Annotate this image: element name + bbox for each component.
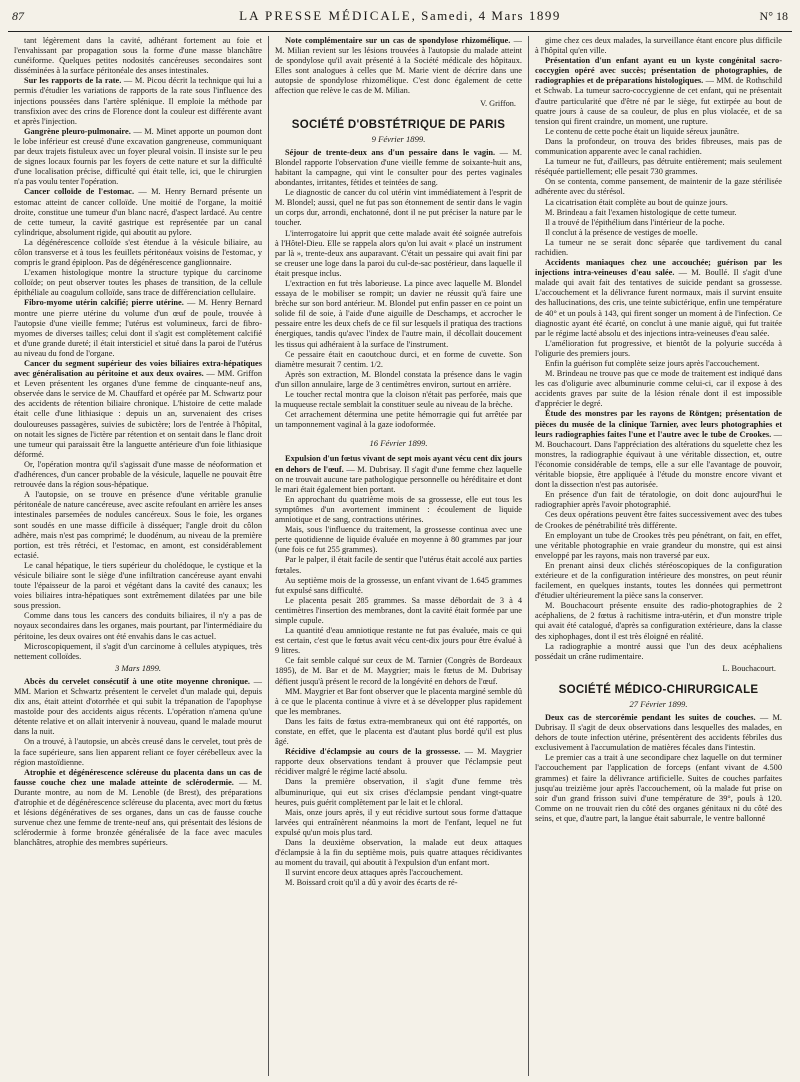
paragraph-text: En présence d'un fait de tératologie, on doit donc aujourd'hui le radiographier après l'avoir photographié. [535,490,782,510]
paragraph-text: — M. Boullé. Il s'agit d'une malade qui avait fait des tentatives de suicide pendant sa grossesse. L'accouchement et la délivrance furent normaux, mais il survint ensuite des hallucinations, des cris, une teinte subictérique, enfin une température de 40° et un pouls à 143, qui firent songer un moment à de l'infection. Ce diagnostic ayant été écarté, on conclut à une manie aiguë, qui fut traitée par le régime lacté absolu et des injections intra-veineuses d'eau salée. [535,268,783,338]
article-paragraph [535,157,782,177]
paragraph-text: — M. Picou décrit la technique qui lui a permis d'étudier les variations de rapports de la rate sous l'influence des injections poussées dans l'artère splénique. Il emploie la méthode par transfixion avec des crins de Florence dont la couleur est différente avant et après l'injection. [14,76,262,126]
paragraph-text: M. Boissard croit qu'il a dû y avoir des écarts de ré- [285,878,458,888]
article-paragraph [275,777,522,807]
article-heading: Étude des monstres par les rayons de Röntgen; présentation de pièces du musée de la clinique Tarnier, avec leurs photographies et leurs radiographies faites l'une et l'autre avec le tube de Crookes. [535,409,782,439]
article-paragraph [275,747,522,777]
paragraph-text: — M. Blondel rapporte l'observation d'une vieille femme de soixante-huit ans, habitant la campagne, qui vint le consulter pour des pertes vaginales abondantes, irritantes, fétides et teintées de sang. [275,147,522,188]
paragraph-text: — M. Bouchacourt. Dans l'appréciation des altérations du squelette chez les monstres, la radiographie équivaut à une véritable dissection, et, outre l'économie considérable de temps, elle a sur elle l'avantage de pouvoir, véritable biopsie, être appliquée à l'étude du monstre encore vivant et dont la dissection n'est pas autorisée. [535,429,782,490]
column-2 [268,36,528,1076]
paragraph-text: — M. Minet apporte un poumon dont le lobe inférieur est creusé d'une excavation gangreneuse, communiquant par deux trajets fistuleux avec un foyer pleural voisin. Il insiste sur le peu de signes locaux fournis par les foyers de cette nature et sur la difficulté d'une localisation précise, difficulté qui était telle, ici, que le chirurgien n'a pas voulu tenter l'opération. [14,126,262,187]
article-heading: Note complémentaire sur un cas de spondylose rhizomélique. [285,36,511,45]
paragraph-text: On se contenta, comme pansement, de maintenir de la gaze stérilisée adhérente avec du stérésol. [535,177,782,197]
paragraph-text: — MM. Marion et Schwartz présentent le cervelet d'un malade qui, depuis dix ans, était atteint d'otorrhée et qui subit la trépanation de l'apophyse mastoïde pour des accidents aigus récents. L'opération n'amena qu'une détente relative et on allait intervenir à nouveau, quand le malade mourut dans la nuit. [14,676,262,737]
article-paragraph [275,555,522,575]
paragraph-text: La tumeur ne fut, d'ailleurs, pas détruite entièrement; mais seulement réséquée partiellement; elle pesait 730 grammes. [535,157,782,177]
paragraph-text: Par le palper, il était facile de sentir que l'utérus était accolé aux parties fœtales. [275,555,523,575]
article-paragraph [275,279,522,350]
article-paragraph [275,525,522,555]
article-paragraph [535,510,782,530]
article-paragraph [535,137,782,157]
article-heading: Sur les rapports de la rate. [24,76,122,86]
article-heading: Deux cas de stercorémie pendant les suites de couches. [545,713,756,722]
paragraph-text: L'examen histologique montre la structure typique du carcinome colloïde; on peut observer toutes les phases de transition, de la cellule épithéliale au coagulum colloïde, sans trace de différenciation cellulaire. [14,268,262,298]
paragraph-text: On a trouvé, à l'autopsie, un abcès creusé dans le cervelet, tout près de la face supérieure, sans lien apparent reliant ce foyer cérébelleux avec la région mastoïdienne. [14,737,262,767]
paragraph-text: La tumeur ne se serait donc séparée que tardivement du canal rachidien. [535,237,782,257]
paragraph-text: Après son extraction, M. Blondel constata la présence dans le vagin d'un sillon annulaire, large de 3 centimètres environ, surtout en arrière. [275,369,522,389]
article-heading: Fibro-myome utérin calcifié; pierre utérine. [24,298,184,308]
paragraph-text: En employant un tube de Crookes très peu pénétrant, on fait, en effet, une véritable photographie en vraie grandeur du monstre, qui est ainsi enveloppé par les rayons, mais non traversé par eux. [535,530,782,560]
paragraph-text: Enfin la guérison fut complète seize jours après l'accouchement. [545,359,760,368]
paragraph-text: — MM. Griffon et Leven présentent les organes d'une femme de cinquante-neuf ans, observée dans le service de M. Chauffard et opérée par M. Schwartz pour des accidents de rétention biliaire chronique. L'histoire de cette malade était celle d'une lithiasique : depuis un an, survenaient des crises douloureuses passagères, suivies de subictère; lors de l'entrée à l'hôpital, on notait les signes de l'ictère par rétention et on sentait dans le flanc droit une tumeur qui paraissait être la languette antérieure d'un foie lithiasique déformé. [14,369,262,459]
article-paragraph [275,838,522,868]
article-heading: Gangrène pleuro-pulmonaire. [24,126,131,136]
journal-title: LA PRESSE MÉDICALE [239,8,412,23]
paragraph-text: M. Brindeau ne trouve pas que ce mode de traitement est indiqué dans les cas d'oligurie avec albuminurie comme celui-ci, car il expose à des accidents graves par suite de la lésion rénale dont il est impossible d'apprécier le degré. [535,369,782,409]
paragraph-text: Il survint encore deux attaques après l'accouchement. [285,868,463,878]
article-paragraph [14,768,262,849]
article-paragraph [535,642,782,662]
masthead [72,8,728,24]
issue-date: , Samedi, 4 Mars 1899 [411,8,561,23]
article-paragraph [535,490,782,510]
paragraph-text: Ce pessaire était en caoutchouc durci, et en forme de cuvette. Son diamètre mesurait 7 centim. 1/2. [275,349,522,369]
article-heading: Accidents maniaques chez une accouchée; guérison par les injections intra-veineuses d'eau salée. [535,258,782,278]
article-paragraph [14,36,262,76]
article-paragraph [275,878,522,888]
article-paragraph [535,208,782,218]
article-paragraph [275,576,522,596]
section-title: SOCIÉTÉ MÉDICO-CHIRURGICALE [558,683,759,696]
paragraph-text: Ces deux opérations peuvent être faites successivement avec des tubes de Crookes de pénétrabilité très différente. [535,510,782,530]
article-paragraph [14,359,262,460]
article-paragraph [275,495,522,525]
paragraph-text: A l'autopsie, on se trouve en présence d'une véritable granulie péritonéale de nature cancéreuse, avec ascite refoulant en arrière les anses intestinales parsemées de nodules cancéreux. Sous le foie, les organes sont soudés en une masse difficile à disséquer; l'angle droit du côlon adhère, mais n'est pas comprimé; le duodénum, au niveau de la première portion, est très rétréci, et l'estomac, en amont, est considérablement ectasié. [14,490,262,560]
article-paragraph [275,596,522,626]
article-paragraph [14,268,262,298]
paragraph-text: Le toucher rectal montra que la cloison n'était pas perforée, mais que la muqueuse rectale semblait la constituer seule au niveau de la brèche. [275,390,522,410]
article-paragraph [14,642,262,662]
article-paragraph [14,298,262,359]
paragraph-text: — M. Dubrisay. Il s'agit d'une femme chez laquelle on ne trouvait aucune tare pathologique personnelle ou héréditaire et dont le mari était également bien portant. [275,464,522,494]
paragraph-text: En prenant ainsi deux clichés stéréoscopiques de la configuration extérieure et de la configuration intérieure des monstres, on peut réunir facilement, en quelques instants, toutes les données qui permettront d'étudier ultérieurement la pièce sans la conserver. [535,560,782,601]
author-signature: V. Griffon. [480,98,516,108]
paragraph-text: Le placenta pesait 285 grammes. Sa masse débordait de 3 à 4 centimètres l'insertion des membranes, dont la cavité était formée par une simple cupule. [275,595,522,625]
paragraph-text: — M. Maygrier rapporte deux observations tendant à prouver que l'éclampsie peut récidiver malgré le régime lacté absolu. [275,747,522,777]
paragraph-text: Le premier cas a trait à une secondipare chez laquelle on dut terminer l'accouchement par l'application de forceps (enfant vivant de 4.500 grammes) et faire la délivrance artificielle. Suites de couches parfaites jusqu'au treizième jour après l'accouchement, où la malade fut prise on soir d'un grand frisson suivi d'une température de 39°, pouls à 120. Comme on ne trouvait rien du côté des organes génitaux ni du côté des seins, et que, d'autre part, la langue était saburrale, le ventre ballonné [535,753,782,823]
paragraph-text: L'interrogatoire lui apprit que cette malade avait été soignée autrefois à l'Hôtel-Dieu. Elle se rappela alors qu'on lui avait « placé un instrument par là », trente-deux ans auparavant. C'était un pessaire qui avait fini par se creuser une loge dans la paroi du cul-de-sac postérieur, dans laquelle il était presque inclus. [275,228,522,278]
article-paragraph [535,339,782,359]
article-paragraph [275,188,522,228]
article-paragraph [535,238,782,258]
paragraph-text: Or, l'opération montra qu'il s'agissait d'une masse de néoformation et d'adhérences, d'un cancer probable de la vésicule, laquelle ne pouvait être retrouvée dans la région sous-hépatique. [14,459,262,490]
article-paragraph [535,258,782,339]
article-heading: Expulsion d'un fœtus vivant de sept mois ayant vécu cent dix jours en dehors de l'œuf. [275,454,522,474]
paragraph-text: — M. Henry Bernard montre une pierre utérine du volume d'un œuf de poule, trouvée à l'autopsie d'une vieille femme; l'utérus est volumineux, farci de fibro-myomes de diverses tailles; celui dont il s'agit est complètement calcifié et d'une grande dureté; il était intersticiel et situé dans la paroi de l'utérus au niveau du fond de l'organe. [14,298,263,358]
article-paragraph [535,218,782,228]
session-date: 16 Février 1899. [369,438,428,449]
paragraph-text: — M. Dubrisay. Il s'agit de deux observations dans lesquelles des malades, en dehors de toute infection utérine, présentèrent des accidents fébriles dus exclusivement à l'accumulation de matières fécales dans l'intestin. [535,713,782,753]
paragraph-text: gime chez ces deux malades, la surveillance étant encore plus difficile à l'hôpital qu'en ville. [535,36,782,56]
article-paragraph [275,350,522,370]
article-paragraph [275,229,522,279]
paragraph-text: Il conclut à la présence de vestiges de moelle. [545,227,698,237]
article-paragraph [275,656,522,686]
article-paragraph [535,753,782,824]
paragraph-text: Il a trouvé de l'épithélium dans l'intérieur de la poche. [545,217,725,227]
article-heading: Cancer du segment supérieur des voies biliaires extra-hépatiques avec généralisation au péritoine et aux deux ovaires. [14,359,262,379]
paragraph-text: — M. Milian revient sur les lésions trouvées à l'autopsie du malade atteint de spondylose qu'il avait présenté à la Société médicale des hôpitaux. Elles sont analogues à celles que M. Marie vient de décrire dans une autopsie de spondylose rhizomélique. C'est donc également de cette affection que relève le cas de M. Milian. [275,36,522,96]
column-3 [528,36,788,1076]
author-signature: L. Bouchacourt. [722,663,776,673]
paragraph-text: Dans la deuxième observation, la malade eut deux attaques d'éclampsie à la fin du septième mois, puis quatre attaques récidivantes au moment du travail, qui aboutit à l'expulsion d'un enfant mort. [275,838,522,868]
article-paragraph [275,410,522,430]
article-paragraph [275,148,522,188]
paragraph-text: La dégénérescence colloïde s'est étendue à la vésicule biliaire, au côlon transverse et à tous les feuillets péritonéaux voisins de l'estomac, y compris le grand épiploon. Pas de dégénérescence ganglionnaire. [14,237,262,268]
paragraph-text: La cicatrisation était complète au bout de quinze jours. [545,197,728,207]
article-heading: Abcès du cervelet consécutif à une otite moyenne chronique. [24,676,251,686]
article-paragraph [14,737,262,767]
article-paragraph [275,868,522,878]
article-heading: Atrophie et dégénérescence scléreuse du placenta dans un cas de fausse couche chez une malade atteinte de sclérodermie. [14,767,262,787]
article-paragraph [275,808,522,838]
paragraph-text: M. Bouchacourt présente ensuite des radio-photographies de 2 acéphaliens, de 2 fœtus à rachitisme intra-utérin, et d'un monstre triple qui avait été catalogué, d'après sa configuration extérieure, dans la classe des xiphophages, dont il est très éloigné en réalité. [535,601,782,641]
paragraph-text: En approchant du quatrième mois de sa grossesse, elle eut tous les symptômes d'un avortement imminent : écoulement de liquide amniotique et de sang, contractions utérines. [275,494,522,525]
article-paragraph [275,626,522,656]
paragraph-text: Dans les faits de fœtus extra-membraneux qui ont été rapportés, on constate, en effet, que le placenta est d'autant plus bordé qu'il est plus âgé. [275,716,522,747]
article-paragraph [535,369,782,409]
paragraph-text: Mais, onze jours après, il y eut récidive surtout sous forme d'attaque larvées qui entraînèrent néanmoins la mort de l'enfant, lequel ne fut expulsé qu'un mois plus tard. [275,807,522,837]
article-paragraph [535,228,782,238]
paragraph-text: — MM. de Rothschild et Schwab. La tumeur sacro-coccygienne de cet enfant, qui ne présentait d'autre particularité que d'être né par le siège, fut extirpée au bout de quatre jours à cause de sa couleur, de plus en plus violacée, et de sa tension qui firent craindre, un moment, une rupture. [535,76,782,126]
paragraph-text: Dans la première observation, il s'agit d'une femme très albuminurique, qui eut six crises d'éclampsie pendant vingt-quatre heures, puis guérit complètement par le lait et le chloral. [275,777,522,807]
article-paragraph [535,561,782,601]
article-paragraph [275,687,522,717]
paragraph-text: Au septième mois de la grossesse, un enfant vivant de 1.645 grammes fut expulsé sans difficulté. [275,575,522,595]
article-heading: Présentation d'un enfant ayant eu un kyste congénital sacro-coccygien opéré avec succès; présentation de photographies, de radiographies et de préparations histologiques. [535,56,782,86]
article-paragraph [14,611,262,641]
article-paragraph [275,36,522,97]
article-paragraph [14,187,262,237]
paragraph-text: Le diagnostic de cancer du col utérin vint immédiatement à l'esprit de M. Blondel; aussi, quel ne fut pas son étonnement de sentir dans le vagin un corps dur, arrondi, enchatonné, dont il ne put préciser la nature par le toucher. [275,188,522,228]
paragraph-text: La radiographie a montré aussi que l'un des deux acéphaliens possédait un crâne rudimentaire. [535,641,782,661]
paragraph-text: Dans la profondeur, on trouva des brides fibreuses, mais pas de communication apparente avec le canal rachidien. [535,136,782,157]
article-paragraph [535,409,782,490]
article-paragraph [535,127,782,137]
article-heading: Récidive d'éclampsie au cours de la grossesse. [285,747,461,757]
article-paragraph [535,198,782,208]
text-columns [8,36,792,1076]
paragraph-text: MM. Maygrier et Bar font observer que le placenta marginé semble dû à ce que le placenta continue à vivre et à se développer plus rapidement que les membranes. [275,686,522,716]
article-paragraph [14,561,262,611]
paragraph-text: M. Brindeau a fait l'examen histologique de cette tumeur. [545,207,737,217]
article-paragraph [535,713,782,753]
paragraph-text: tant légèrement dans la cavité, adhérant fortement au foie et l'envahissant par propagation sous la forme d'une masse blanchâtre cunéiforme. Quelques petites nodosités cancéreuses secondaires sont disséminées à la surface péritonéale des anses intestinales. [14,36,262,76]
article-paragraph [14,76,262,126]
article-heading: Séjour de trente-deux ans d'un pessaire dans le vagin. [285,147,496,157]
paragraph-text: Microscopiquement, il s'agit d'un carcinome à cellules atypiques, très nettement colloïdes. [14,641,262,661]
article-paragraph [14,127,262,188]
article-paragraph [535,36,782,56]
article-paragraph [535,601,782,641]
article-paragraph [275,454,522,494]
paragraph-text: L'extraction en fut très laborieuse. La pince avec laquelle M. Blondel essaya de le mobiliser se rompit; un davier ne réussit qu'à faire une brèche sur son bord antérieur. M. Blondel put enfin passer en ce point un solide fil de soie, à l'aide d'une aiguille de Deschamps, et accrocher le pessaire entre les deux chefs de ce fil sur lesquels il pratiqua des tractions énergiques, tandis qu'avec l'index de l'autre main, il décollait doucement les tissus qui adhéraient à la surface de l'instrument. [275,278,522,349]
page-number: 87 [12,9,24,23]
paragraph-text: Ce fait semble calqué sur ceux de M. Tarnier (Congrès de Bordeaux 1895), de M. Bar et de M. Maygrier; mais le fœtus de M. Dubrisay défient jusqu'à présent le record de la longévité en dehors de l'œuf. [275,656,522,686]
issue-number: N° 18 [759,9,788,23]
article-paragraph [14,677,262,738]
paragraph-text: L'amélioration fut progressive, et bientôt de la polyurie succéda à l'oligurie des premiers jours. [535,338,782,358]
article-paragraph [535,359,782,369]
paragraph-text: — M. Durante montre, au nom de M. Lenoble (de Brest), des préparations d'atrophie et de dégénérescence scléreuse du placenta, avec mort du fœtus et lésions dégénératives de ses organes, dans un cas de fausse couche survenue chez une femme de trente-neuf ans, qui présentait des lésions de sclérodermie à forme bronzée généralisée de la face avec macules blanchâtres, atrophie des membres supérieurs. [14,777,262,848]
paragraph-text: Comme dans tous les cancers des conduits biliaires, il n'y a pas de noyaux secondaires dans les organes, mais pourtant, par l'intermédiaire du péritoine, les deux ovaires ont été envahis dans le cas actuel. [14,611,262,641]
column-1 [8,36,268,1076]
article-paragraph [535,177,782,197]
article-paragraph [275,370,522,390]
page-header [8,6,792,32]
session-date: 27 Février 1899. [629,698,688,709]
session-date: 9 Février 1899. [371,133,426,144]
article-paragraph [14,490,262,561]
article-paragraph [275,390,522,410]
paragraph-text: Mais, sous l'influence du traitement, la grossesse continua avec une perte quotidienne de liquide évaluée en moyenne à 80 grammes par jour (une fois ce fut 255 grammes). [275,525,522,555]
article-paragraph [14,460,262,490]
session-date: 3 Mars 1899. [114,662,162,673]
paragraph-text: La quantité d'eau amniotique restante ne fut pas évaluée, mais ce qui est certain, c'est que le fœtus avait vécu cent-dix jours pour être évalué à 9 litres. [275,626,522,656]
paragraph-text: Cet arrachement détermina une petite hémorragie qui fut arrêtée par un tamponnement vaginal à la gaze iodoformée. [275,410,522,430]
paragraph-text: Le canal hépatique, le tiers supérieur du cholédoque, le cystique et la vésicule biliaire sont le siège d'une infiltration cancéreuse ayant envahi toute l'épaisseur de la paroi et végétant dans la cavité des canaux; les voies biliaires intra-hépatiques sont extrêmement dilatées par une bile sous pression. [14,560,262,611]
article-paragraph [535,56,782,127]
paragraph-text: Le contenu de cette poche était un liquide séreux jaunâtre. [545,126,740,136]
article-heading: Cancer colloïde de l'estomac. [24,187,135,197]
article-paragraph [275,717,522,747]
article-paragraph [14,238,262,268]
article-paragraph [535,531,782,561]
paragraph-text: — M. Henry Bernard présente un estomac atteint de cancer colloïde. Une moitié de l'organe, la moitié droite, constitue une tumeur d'un blanc nacré, d'aspect lardacé. Au centre de cette tumeur, la cavité gastrique est représentée par un canal cylindrique, absolument rigide, qui aboutit au pylore. [14,187,262,237]
section-title: SOCIÉTÉ D'OBSTÉTRIQUE DE PARIS [291,118,506,131]
